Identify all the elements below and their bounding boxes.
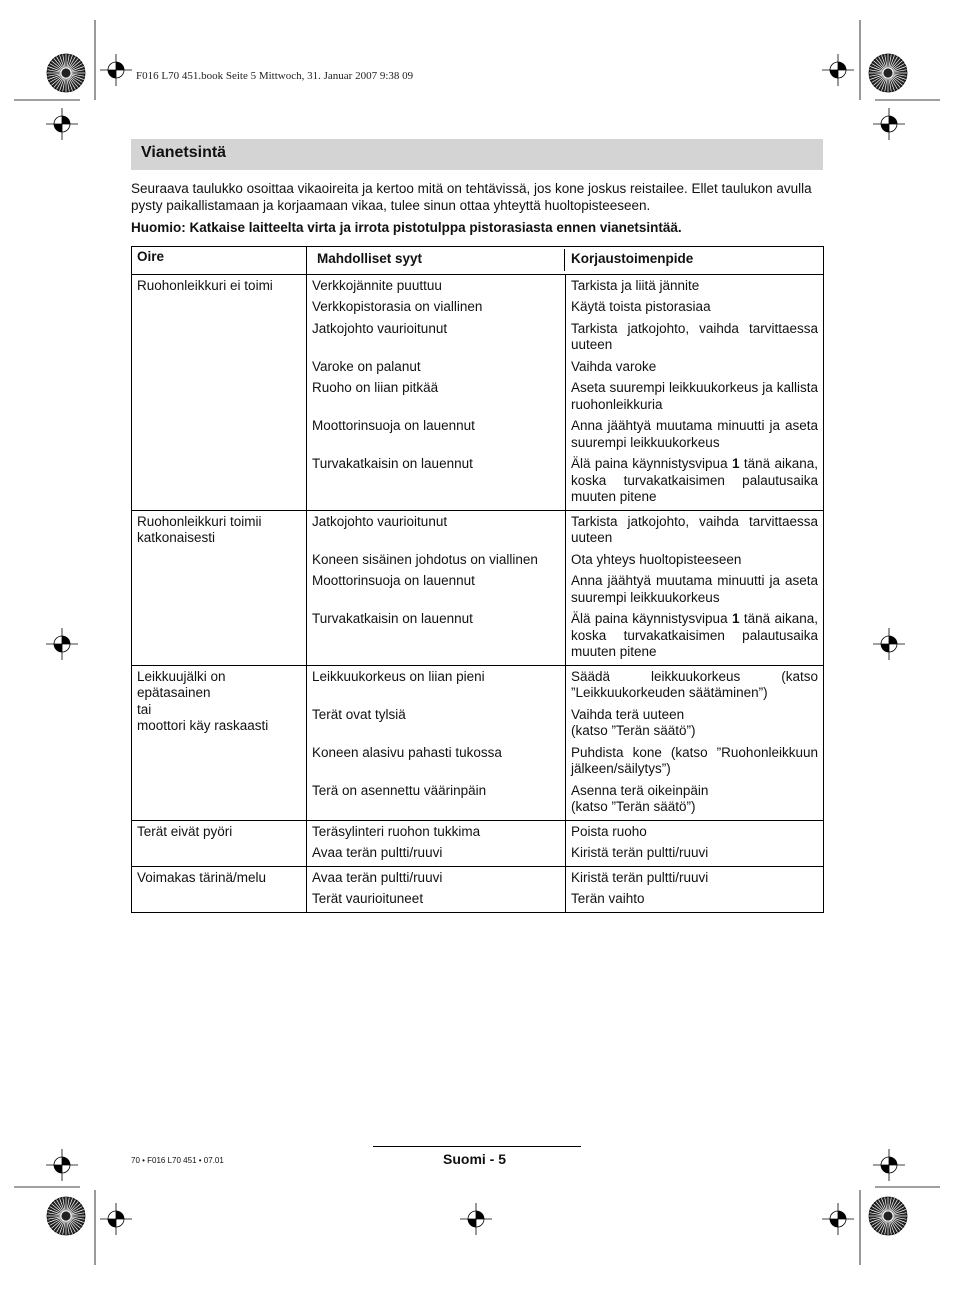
- symptom-cell: [132, 665, 307, 820]
- fix-text: Kiristä terän pultti/ruuvi: [571, 869, 709, 885]
- column-divider: [565, 867, 566, 912]
- cause-text: Ruoho on liian pitkää: [312, 380, 439, 395]
- cause-text: Verkkojännite puuttuu: [312, 277, 442, 293]
- fix-text: Terän vaihto: [571, 891, 645, 906]
- cause-text: Avaa terän pultti/ruuvi: [312, 869, 443, 885]
- column-divider: [565, 821, 566, 866]
- cause-fix-cell: [307, 866, 824, 912]
- table-row: [132, 274, 824, 510]
- cause-text: Terät vaurioituneet: [312, 891, 424, 906]
- safety-note: Huomio: Katkaise laitteelta virta ja irrota pistotulppa pistorasiasta ennen vianetsintää.: [131, 220, 682, 235]
- symptom-cell: Terät eivät pyöri: [132, 820, 307, 866]
- troubleshooting-table: [131, 246, 824, 913]
- fix-text: Tarkista jatkojohto, vaihda tarvittaessa uuteen: [571, 513, 818, 545]
- fix-text: Vaihda varoke: [571, 358, 657, 374]
- lever-reference-number: 1: [731, 611, 740, 626]
- fix-text: Anna jäähtyä muutama minuutti ja aseta suurempi leikkuukorkeus: [571, 573, 818, 605]
- cause-fix-cell: [307, 665, 824, 820]
- table-row: [132, 820, 824, 866]
- fix-text: [565, 707, 823, 740]
- fix-text-part: Älä paina käynnistysvipua: [571, 611, 732, 626]
- fix-line: (katso ”Terän säätö”): [571, 799, 696, 814]
- column-divider: [565, 275, 566, 510]
- cause-fix-cell: [307, 510, 824, 665]
- fix-text: [565, 783, 823, 816]
- symptom-line: Leikkuujälki on epätasainen: [137, 668, 226, 700]
- table-row: [132, 866, 824, 912]
- cause-fix-cell: [307, 274, 824, 510]
- header-fix: Korjaustoimenpide: [571, 251, 694, 266]
- column-divider: [565, 666, 566, 820]
- footer-page-label: Suomi - 5: [443, 1151, 507, 1167]
- section-title-bar: [131, 139, 823, 170]
- table-header-row: [132, 247, 824, 275]
- table-row: [132, 510, 824, 665]
- cause-text: Leikkuukorkeus on liian pieni: [312, 668, 485, 684]
- header-cause-fix: [307, 247, 824, 275]
- fix-text: [565, 456, 823, 506]
- cause-text: Verkkopistorasia on viallinen: [312, 299, 483, 314]
- cause-text: Jatkojohto vaurioitunut: [312, 513, 448, 529]
- fix-text: Ota yhteys huoltopisteeseen: [571, 551, 742, 567]
- fix-text: Tarkista jatkojohto, vaihda tarvittaessa uuteen: [571, 320, 818, 352]
- cause-text: Moottorinsuoja on lauennut: [312, 573, 475, 588]
- cause-text: Moottorinsuoja on lauennut: [312, 418, 475, 433]
- fix-text: Kiristä terän pultti/ruuvi: [571, 845, 709, 860]
- cause-text: Terä on asennettu väärinpäin: [312, 782, 487, 798]
- symptom-line: moottori käy raskaasti: [137, 718, 269, 733]
- fix-text: Anna jäähtyä muutama minuutti ja aseta suurempi leikkuukorkeus: [571, 418, 818, 450]
- fix-text: Poista ruoho: [571, 823, 647, 839]
- cause-text: Avaa terän pultti/ruuvi: [312, 845, 443, 860]
- fix-text-part: Älä paina käynnistysvipua: [571, 456, 732, 471]
- symptom-line: tai: [137, 701, 152, 717]
- cause-text: Terät ovat tylsiä: [312, 706, 406, 722]
- footer-document-code: 70 • F016 L70 451 • 07.01: [131, 1156, 224, 1165]
- symptom-cell: Ruohonleikkuri toimii katkonaisesti: [132, 510, 307, 665]
- column-divider: [565, 511, 566, 665]
- fix-line: (katso ”Terän säätö”): [571, 723, 696, 738]
- fix-text: [565, 611, 823, 661]
- fix-text-part: tänä aikana, koska turvakatkaisimen palautusaika muuten pitene: [571, 456, 819, 504]
- table-row: [132, 665, 824, 820]
- header-cause: Mahdolliset syyt: [312, 249, 565, 271]
- cause-text: Jatkojohto vaurioitunut: [312, 320, 448, 336]
- cause-text: Turvakatkaisin on lauennut: [312, 456, 473, 471]
- section-title: Vianetsintä: [141, 144, 227, 161]
- fix-text-part: tänä aikana, koska turvakatkaisimen palautusaika muuten pitene: [571, 611, 819, 659]
- fix-text: Käytä toista pistorasiaa: [571, 299, 711, 314]
- print-header-file-info: F016 L70 451.book Seite 5 Mittwoch, 31. Januar 2007 9:38 09: [136, 70, 414, 82]
- symptom-cell: Ruohonleikkuri ei toimi: [132, 274, 307, 510]
- fix-text: Säädä leikkuukorkeus (katso ”Leikkuukorkeuden säätäminen”): [571, 668, 818, 700]
- header-symptom: Oire: [132, 247, 307, 275]
- cause-text: Koneen sisäinen johdotus on viallinen: [312, 551, 538, 567]
- fix-text: Puhdista kone (katso ”Ruohonleikkuun jälkeen/säilytys”): [571, 744, 818, 776]
- fix-text: Aseta suurempi leikkuukorkeus ja kallista ruohonleikkuria: [571, 380, 818, 412]
- fix-line: Vaihda terä uuteen: [571, 706, 685, 722]
- cause-fix-cell: [307, 820, 824, 866]
- cause-text: Varoke on palanut: [312, 358, 421, 374]
- table-body: [132, 274, 824, 912]
- cause-text: Turvakatkaisin on lauennut: [312, 611, 473, 626]
- symptom-cell: Voimakas tärinä/melu: [132, 866, 307, 912]
- cause-text: Koneen alasivu pahasti tukossa: [312, 744, 502, 760]
- intro-paragraph: Seuraava taulukko osoittaa vikaoireita ja kertoo mitä on tehtävissä, jos kone joskus reistailee. Ellet taulukon avulla pysty paikallistamaan ja korjaamaan vikaa, tulee sinun ottaa yhteyttä huoltopisteeseen.: [131, 181, 812, 213]
- cause-text: Teräsylinteri ruohon tukkima: [312, 823, 481, 839]
- fix-line: Asenna terä oikeinpäin: [571, 782, 709, 798]
- footer-rule: [373, 1146, 581, 1147]
- lever-reference-number: 1: [731, 456, 740, 471]
- fix-text: Tarkista ja liitä jännite: [571, 277, 700, 293]
